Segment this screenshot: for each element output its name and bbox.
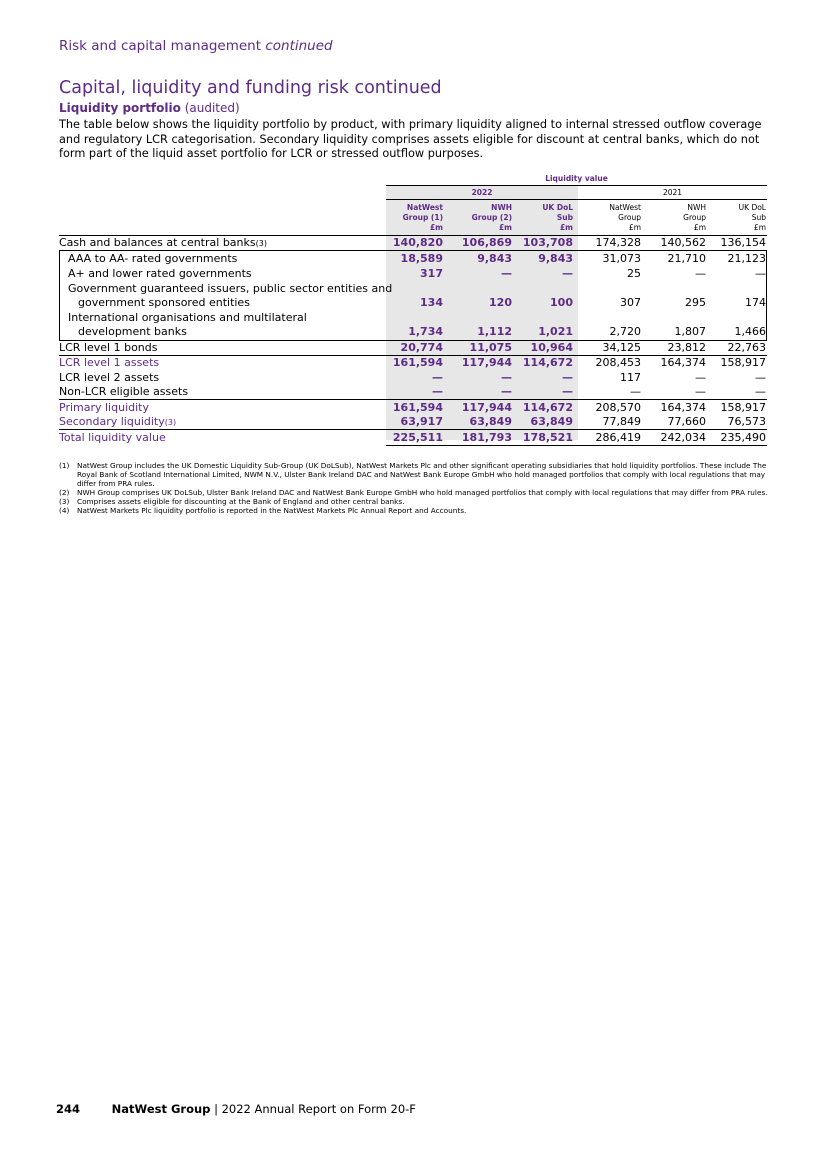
table-row	[59, 415, 767, 429]
cell: 161,594	[392, 401, 443, 414]
table-row	[59, 401, 767, 415]
cell: —	[562, 371, 573, 384]
footnote: (2) NWH Group comprises UK DoLSub, Ulster Bank Ireland DAC and NatWest Bank Europe GmbH who hold managed portfolios that comply with local regulations that may differ from PRA rules.	[59, 488, 768, 497]
row-rule	[59, 429, 767, 430]
table-row	[59, 267, 767, 281]
cell: 286,419	[595, 431, 641, 444]
total-rule	[386, 445, 767, 446]
cell: 317	[420, 267, 443, 280]
col3-l1: UK DoL	[542, 203, 573, 212]
running-head-section: Risk and capital management	[59, 38, 262, 54]
cell: 140,562	[660, 236, 706, 249]
cell: 134	[420, 296, 443, 309]
running-head	[59, 38, 333, 54]
cell: 34,125	[602, 341, 641, 354]
cell: 63,849	[469, 415, 512, 428]
year-rule	[386, 199, 767, 200]
cell: 20,774	[400, 341, 443, 354]
cell: 106,869	[461, 236, 512, 249]
row-label: Government guaranteed issuers, public sector entities and	[68, 282, 393, 295]
cell: 117,944	[461, 356, 512, 369]
cell: —	[501, 385, 512, 398]
cell: 208,570	[595, 401, 641, 414]
table-row	[59, 252, 767, 266]
row-label: LCR level 2 assets	[59, 371, 160, 384]
col6-unit: £m	[753, 223, 766, 232]
cell: 1,112	[477, 325, 512, 338]
cell: 174,328	[595, 236, 641, 249]
row-label: Primary liquidity	[59, 401, 149, 414]
cell: 100	[550, 296, 573, 309]
cell: 208,453	[595, 356, 641, 369]
cell: 1,021	[538, 325, 573, 338]
col3-unit: £m	[559, 223, 573, 232]
cell: —	[630, 385, 641, 398]
cell: 9,843	[538, 252, 573, 265]
cell: 18,589	[400, 252, 443, 265]
cell: 77,849	[602, 415, 641, 428]
table-row-label-line1	[59, 311, 767, 325]
col4-l2: Group	[618, 213, 641, 222]
row-label: International organisations and multilateral	[68, 311, 307, 324]
cell: 1,734	[408, 325, 443, 338]
cell: —	[755, 385, 766, 398]
cell: 140,820	[392, 236, 443, 249]
cell: 114,672	[522, 401, 573, 414]
intro-paragraph: The table below shows the liquidity portfolio by product, with primary liquidity aligned to internal stressed outflow coverage and regulatory LCR categorisation. Secondary liquidity comprises assets eligible for discount at central banks, which do not form part of the liquid asset portfolio for LCR or stressed outflow purposes.	[59, 118, 762, 160]
col5-l2: Group	[683, 213, 706, 222]
col5-l1: NWH	[687, 203, 706, 212]
row-label: Secondary liquidity(3)	[59, 415, 177, 428]
cell: 31,073	[602, 252, 641, 265]
col-header-4	[581, 203, 641, 233]
cell: 1,466	[734, 325, 766, 338]
cell: 23,812	[667, 341, 706, 354]
col6-l2: Sub	[751, 213, 766, 222]
col4-l1: NatWest	[609, 203, 641, 212]
footnote: (1) NatWest Group includes the UK Domestic Liquidity Sub-Group (UK DoLSub), NatWest Markets Plc and other significant operating subsidiaries that hold liquidity portfolios. These include The Royal Bank of Scotland International Limited, NWM N.V., Ulster Bank Ireland DAC and NatWest Bank Europe GmbH who hold managed portfolios that comply with local regulations that may differ from PRA rules.	[59, 461, 767, 488]
cell: 164,374	[660, 356, 706, 369]
col2-unit: £m	[498, 223, 512, 232]
cell: 158,917	[720, 401, 766, 414]
footer-report: | 2022 Annual Report on Form 20-F	[214, 1102, 416, 1116]
footnote: (4) NatWest Markets Plc liquidity portfolio is reported in the NatWest Markets Plc Annual Report and Accounts.	[59, 506, 467, 515]
table-row	[59, 431, 767, 445]
col1-l2: Group (1)	[402, 213, 443, 222]
table-row	[59, 341, 767, 355]
cell: —	[755, 371, 766, 384]
cell: 164,374	[660, 401, 706, 414]
table-row	[59, 325, 767, 339]
footer-brand: NatWest Group	[111, 1102, 211, 1116]
cell: 225,511	[392, 431, 443, 444]
cell: 181,793	[461, 431, 512, 444]
cell: —	[501, 371, 512, 384]
table-row	[59, 356, 767, 370]
row-rule	[59, 250, 767, 251]
row-label: AAA to AA- rated governments	[68, 252, 238, 265]
row-label-cont: development banks	[78, 325, 187, 338]
cell: 114,672	[522, 356, 573, 369]
cell: —	[432, 385, 443, 398]
cell: 120	[489, 296, 512, 309]
page-number: 244	[56, 1102, 81, 1116]
row-label-cont: government sponsored entities	[78, 296, 250, 309]
row-rule	[59, 399, 767, 400]
cell: 63,917	[400, 415, 443, 428]
cell: 242,034	[660, 431, 706, 444]
col-header-3	[513, 203, 573, 233]
cell: 22,763	[727, 341, 766, 354]
cell: 235,490	[720, 431, 766, 444]
cell: —	[755, 267, 766, 280]
row-label: Non-LCR eligible assets	[59, 385, 189, 398]
cell: —	[562, 267, 573, 280]
cell: 1,807	[674, 325, 706, 338]
cell: 21,123	[727, 252, 766, 265]
cell: —	[501, 267, 512, 280]
row-label: LCR level 1 assets	[59, 356, 160, 369]
footnotes	[59, 461, 769, 515]
footnote: (3) Comprises assets eligible for discounting at the Bank of England and other central banks.	[59, 497, 405, 506]
cell: 161,594	[392, 356, 443, 369]
col1-unit: £m	[429, 223, 443, 232]
section-title: Capital, liquidity and funding risk continued	[59, 78, 442, 98]
cell: 9,843	[477, 252, 512, 265]
super-header-rule	[386, 185, 767, 186]
cell: 295	[685, 296, 706, 309]
row-label: Cash and balances at central banks(3)	[59, 236, 267, 249]
col1-l1: NatWest	[406, 203, 443, 212]
col-header-5	[646, 203, 706, 233]
cell: 77,660	[667, 415, 706, 428]
super-header: Liquidity value	[545, 174, 608, 183]
cell: —	[695, 385, 706, 398]
cell: 21,710	[667, 252, 706, 265]
year-2022: 2022	[471, 188, 493, 197]
col2-l2: Group (2)	[471, 213, 512, 222]
sub-title	[59, 101, 240, 115]
cell: 158,917	[720, 356, 766, 369]
col5-unit: £m	[693, 223, 706, 232]
running-head-continued: continued	[265, 38, 333, 54]
cell: 11,075	[469, 341, 512, 354]
cell: 63,849	[530, 415, 573, 428]
col6-l1: UK DoL	[738, 203, 766, 212]
cell: 307	[620, 296, 641, 309]
cell: 103,708	[522, 236, 573, 249]
col3-l2: Sub	[556, 213, 573, 222]
col4-unit: £m	[628, 223, 641, 232]
cell: —	[695, 267, 706, 280]
row-label: Total liquidity value	[59, 431, 166, 444]
col-header-6	[706, 203, 766, 233]
col-header-2	[452, 203, 512, 233]
subtitle-note: (audited)	[184, 101, 240, 115]
table-row	[59, 296, 767, 310]
cell: 178,521	[522, 431, 573, 444]
cell: 117,944	[461, 401, 512, 414]
table-row	[59, 371, 767, 385]
cell: 174	[745, 296, 766, 309]
year-2021: 2021	[662, 188, 683, 197]
table-row	[59, 236, 767, 250]
cell: —	[562, 385, 573, 398]
cell: 136,154	[720, 236, 766, 249]
table-row-label-line1	[59, 282, 767, 296]
col2-l1: NWH	[491, 203, 512, 212]
cell: 25	[627, 267, 641, 280]
row-label: A+ and lower rated governments	[68, 267, 252, 280]
cell: 117	[620, 371, 641, 384]
row-label: LCR level 1 bonds	[59, 341, 158, 354]
col-header-1	[383, 203, 443, 233]
cell: —	[695, 371, 706, 384]
cell: 76,573	[727, 415, 766, 428]
cell: 2,720	[609, 325, 641, 338]
subtitle-main: Liquidity portfolio	[59, 101, 181, 115]
page-footer	[56, 1102, 416, 1116]
table-row	[59, 385, 767, 399]
cell: —	[432, 371, 443, 384]
cell: 10,964	[530, 341, 573, 354]
